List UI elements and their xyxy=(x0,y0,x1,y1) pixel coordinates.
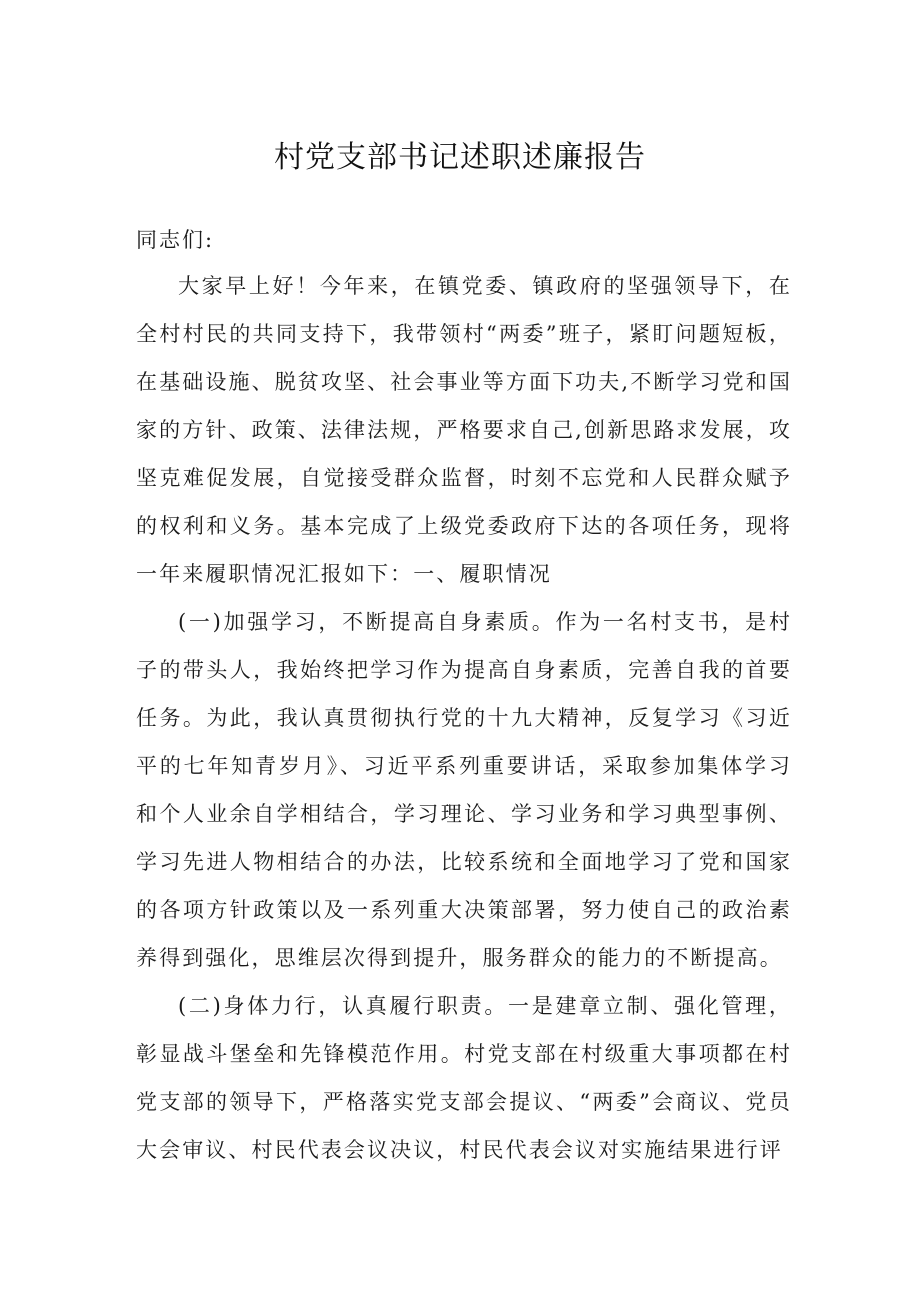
salutation: 同志们: xyxy=(136,228,215,252)
paragraph-intro: 大家早上好！今年来，在镇党委、镇政府的坚强领导下，在全村村民的共同支持下，我带领村“两委”班子，紧盯问题短板，在基础设施、脱贫攻坚、社会事业等方面下功夫,不断学习党和国家的方针、政策、法律法规，严格要求自己,创新思路求发展，攻坚克难促发展，自觉接受群众监督，时刻不忘党和人民群众赋予的权利和义务。基本完成了上级党委政府下达的各项任务，现将一年来履职情况汇报如下：一、履职情况 xyxy=(136,274,792,586)
document-title: 村党支部书记述职述廉报告 xyxy=(274,140,646,175)
paragraph-duties: (二)身体力行，认真履行职责。一是建章立制、强化管理，彰显战斗堡垒和先锋模范作用。村党支部在村级重大事项都在村党支部的领导下，严格落实党支部会提议、“两委”会商议、党员大会审议、村民代表会议决议，村民代表会议对实施结果进行评 xyxy=(136,994,792,1162)
paragraph-study: (一)加强学习，不断提高自身素质。作为一名村支书，是村子的带头人，我始终把学习作为提高自身素质，完善自我的首要任务。为此，我认真贯彻执行党的十九大精神，反复学习《习近平的七年知青岁月》、习近平系列重要讲话，采取参加集体学习和个人业余自学相结合，学习理论、学习业务和学习典型事例、学习先进人物相结合的办法，比较系统和全面地学习了党和国家的各项方针政策以及一系列重大决策部署，努力使自己的政治素养得到强化，思维层次得到提升，服务群众的能力的不断提高。 xyxy=(136,610,792,970)
